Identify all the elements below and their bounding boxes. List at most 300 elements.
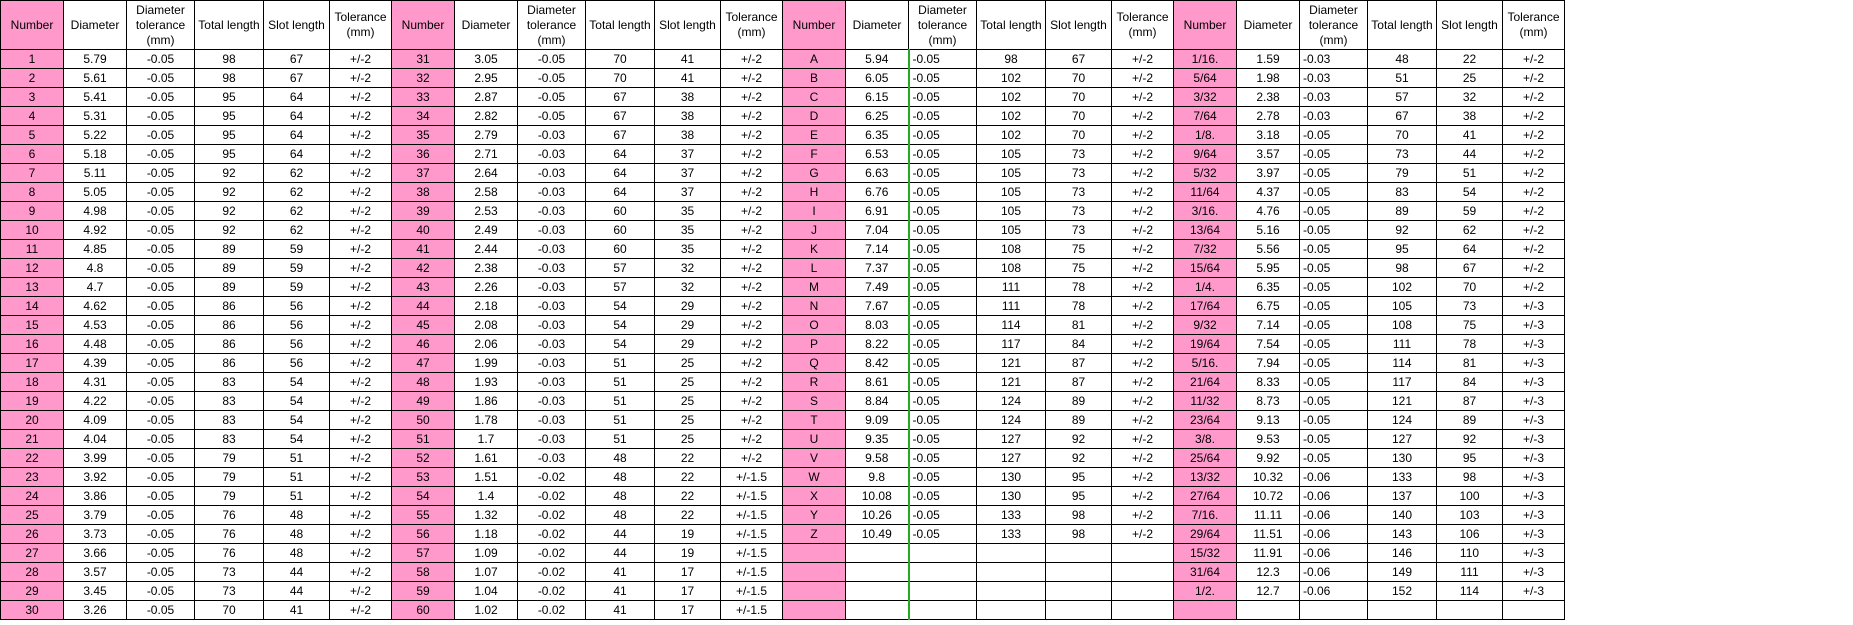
cell-diameter[interactable]: 2.49	[455, 221, 518, 240]
cell-diameter-tolerance[interactable]	[909, 563, 977, 582]
cell-slot-length[interactable]: 98	[1046, 525, 1112, 544]
cell-total-length[interactable]: 83	[195, 373, 264, 392]
cell-diameter-tolerance[interactable]: -0.03	[518, 354, 586, 373]
cell-diameter-tolerance[interactable]: -0.05	[909, 297, 977, 316]
cell-diameter[interactable]: 1.32	[455, 506, 518, 525]
cell-tolerance[interactable]: +/-2	[1112, 487, 1174, 506]
cell-number[interactable]: 51	[392, 430, 455, 449]
cell-diameter-tolerance[interactable]: -0.05	[1300, 449, 1368, 468]
cell-tolerance[interactable]: +/-2	[1503, 126, 1565, 145]
cell-diameter-tolerance[interactable]: -0.05	[127, 373, 195, 392]
cell-slot-length[interactable]: 64	[264, 126, 330, 145]
cell-tolerance[interactable]: +/-2	[1112, 468, 1174, 487]
cell-number[interactable]: 38	[392, 183, 455, 202]
cell-tolerance[interactable]: +/-2	[330, 373, 392, 392]
cell-diameter-tolerance[interactable]: -0.05	[909, 278, 977, 297]
cell-slot-length[interactable]: 95	[1046, 487, 1112, 506]
cell-number[interactable]: 53	[392, 468, 455, 487]
cell-slot-length[interactable]: 92	[1437, 430, 1503, 449]
cell-diameter[interactable]: 5.31	[64, 107, 127, 126]
cell-number[interactable]: 1/4.	[1174, 278, 1237, 297]
cell-diameter-tolerance[interactable]: -0.06	[1300, 525, 1368, 544]
cell-number[interactable]: 11	[1, 240, 64, 259]
cell-diameter-tolerance[interactable]: -0.05	[127, 259, 195, 278]
cell-diameter-tolerance[interactable]: -0.05	[1300, 335, 1368, 354]
cell-number[interactable]: 25/64	[1174, 449, 1237, 468]
cell-tolerance[interactable]: +/-2	[1112, 525, 1174, 544]
cell-tolerance[interactable]: +/-2	[330, 468, 392, 487]
cell-tolerance[interactable]: +/-2	[1503, 107, 1565, 126]
cell-tolerance[interactable]: +/-2	[1112, 506, 1174, 525]
cell-tolerance[interactable]: +/-2	[721, 297, 783, 316]
cell-total-length[interactable]: 79	[195, 487, 264, 506]
cell-number[interactable]: M	[783, 278, 846, 297]
cell-total-length[interactable]: 133	[977, 525, 1046, 544]
cell-number[interactable]: U	[783, 430, 846, 449]
cell-total-length[interactable]: 51	[586, 430, 655, 449]
cell-diameter-tolerance[interactable]: -0.05	[1300, 259, 1368, 278]
cell-diameter-tolerance[interactable]: -0.03	[518, 335, 586, 354]
cell-tolerance[interactable]: +/-1.5	[721, 525, 783, 544]
cell-slot-length[interactable]: 78	[1046, 297, 1112, 316]
cell-diameter[interactable]: 4.92	[64, 221, 127, 240]
header-total-length[interactable]: Total length	[1368, 1, 1437, 50]
cell-number[interactable]: 42	[392, 259, 455, 278]
cell-diameter[interactable]	[846, 582, 909, 601]
cell-diameter[interactable]: 4.85	[64, 240, 127, 259]
cell-diameter-tolerance[interactable]: -0.05	[127, 69, 195, 88]
cell-diameter[interactable]: 6.91	[846, 202, 909, 221]
cell-slot-length[interactable]: 59	[264, 259, 330, 278]
cell-number[interactable]: 50	[392, 411, 455, 430]
cell-number[interactable]: 7/16.	[1174, 506, 1237, 525]
cell-diameter[interactable]: 2.53	[455, 202, 518, 221]
cell-total-length[interactable]: 73	[1368, 145, 1437, 164]
cell-tolerance[interactable]: +/-1.5	[721, 468, 783, 487]
cell-tolerance[interactable]: +/-2	[1112, 430, 1174, 449]
cell-number[interactable]: 23	[1, 468, 64, 487]
cell-slot-length[interactable]: 89	[1046, 411, 1112, 430]
cell-diameter[interactable]: 5.11	[64, 164, 127, 183]
cell-total-length[interactable]: 60	[586, 240, 655, 259]
cell-number[interactable]: T	[783, 411, 846, 430]
cell-total-length[interactable]: 127	[1368, 430, 1437, 449]
cell-number[interactable]: H	[783, 183, 846, 202]
cell-diameter[interactable]: 9.92	[1237, 449, 1300, 468]
cell-total-length[interactable]: 105	[977, 183, 1046, 202]
cell-number[interactable]: 46	[392, 335, 455, 354]
cell-slot-length[interactable]: 62	[264, 221, 330, 240]
cell-number[interactable]: 3	[1, 88, 64, 107]
cell-diameter[interactable]: 2.18	[455, 297, 518, 316]
cell-total-length[interactable]: 83	[195, 392, 264, 411]
cell-number[interactable]: 13/32	[1174, 468, 1237, 487]
cell-diameter-tolerance[interactable]: -0.05	[1300, 145, 1368, 164]
cell-diameter[interactable]: 9.58	[846, 449, 909, 468]
cell-diameter[interactable]: 11.51	[1237, 525, 1300, 544]
cell-total-length[interactable]: 48	[1368, 50, 1437, 69]
cell-total-length[interactable]: 76	[195, 544, 264, 563]
cell-diameter-tolerance[interactable]: -0.05	[518, 50, 586, 69]
cell-tolerance[interactable]: +/-2	[330, 430, 392, 449]
cell-slot-length[interactable]: 81	[1046, 316, 1112, 335]
cell-tolerance[interactable]: +/-2	[330, 202, 392, 221]
cell-tolerance[interactable]: +/-3	[1503, 449, 1565, 468]
cell-diameter-tolerance[interactable]: -0.05	[518, 88, 586, 107]
cell-total-length[interactable]: 70	[586, 50, 655, 69]
cell-diameter[interactable]: 8.03	[846, 316, 909, 335]
cell-slot-length[interactable]: 22	[655, 487, 721, 506]
cell-diameter[interactable]: 8.84	[846, 392, 909, 411]
cell-tolerance[interactable]: +/-2	[721, 88, 783, 107]
cell-total-length[interactable]: 89	[195, 240, 264, 259]
cell-total-length[interactable]: 60	[586, 221, 655, 240]
cell-total-length[interactable]: 48	[586, 449, 655, 468]
cell-tolerance[interactable]: +/-2	[1503, 183, 1565, 202]
cell-number[interactable]: G	[783, 164, 846, 183]
cell-number[interactable]: 47	[392, 354, 455, 373]
cell-diameter-tolerance[interactable]: -0.02	[518, 601, 586, 620]
cell-total-length[interactable]: 117	[1368, 373, 1437, 392]
cell-slot-length[interactable]	[1046, 582, 1112, 601]
cell-number[interactable]: 15/64	[1174, 259, 1237, 278]
cell-diameter-tolerance[interactable]: -0.05	[127, 449, 195, 468]
cell-tolerance[interactable]: +/-2	[1503, 164, 1565, 183]
cell-diameter[interactable]: 2.64	[455, 164, 518, 183]
cell-diameter[interactable]: 1.09	[455, 544, 518, 563]
cell-number[interactable]: 17	[1, 354, 64, 373]
cell-diameter-tolerance[interactable]: -0.05	[909, 449, 977, 468]
cell-tolerance[interactable]: +/-1.5	[721, 582, 783, 601]
cell-diameter[interactable]: 4.76	[1237, 202, 1300, 221]
cell-tolerance[interactable]: +/-2	[330, 278, 392, 297]
cell-number[interactable]: R	[783, 373, 846, 392]
cell-slot-length[interactable]: 44	[264, 582, 330, 601]
cell-number[interactable]: 12	[1, 259, 64, 278]
cell-slot-length[interactable]: 48	[264, 506, 330, 525]
cell-diameter[interactable]: 11.91	[1237, 544, 1300, 563]
cell-diameter-tolerance[interactable]: -0.05	[127, 126, 195, 145]
cell-number[interactable]: 29/64	[1174, 525, 1237, 544]
cell-diameter-tolerance[interactable]: -0.05	[909, 392, 977, 411]
cell-total-length[interactable]: 130	[977, 468, 1046, 487]
cell-total-length[interactable]: 95	[195, 145, 264, 164]
cell-slot-length[interactable]: 70	[1437, 278, 1503, 297]
cell-slot-length[interactable]: 64	[264, 88, 330, 107]
cell-diameter-tolerance[interactable]: -0.06	[1300, 544, 1368, 563]
cell-total-length[interactable]: 95	[195, 88, 264, 107]
cell-diameter-tolerance[interactable]: -0.05	[127, 202, 195, 221]
cell-tolerance[interactable]: +/-2	[1112, 335, 1174, 354]
cell-diameter-tolerance[interactable]: -0.03	[518, 259, 586, 278]
cell-number[interactable]: 1/16.	[1174, 50, 1237, 69]
cell-diameter[interactable]: 1.86	[455, 392, 518, 411]
cell-diameter[interactable]: 4.7	[64, 278, 127, 297]
cell-diameter[interactable]: 3.79	[64, 506, 127, 525]
cell-total-length[interactable]: 143	[1368, 525, 1437, 544]
cell-diameter-tolerance[interactable]: -0.05	[909, 107, 977, 126]
cell-number[interactable]: E	[783, 126, 846, 145]
cell-diameter[interactable]: 4.98	[64, 202, 127, 221]
cell-tolerance[interactable]: +/-2	[330, 88, 392, 107]
cell-diameter-tolerance[interactable]: -0.05	[127, 411, 195, 430]
cell-diameter[interactable]	[846, 563, 909, 582]
cell-diameter[interactable]: 3.97	[1237, 164, 1300, 183]
cell-tolerance[interactable]: +/-3	[1503, 430, 1565, 449]
cell-diameter-tolerance[interactable]: -0.05	[518, 107, 586, 126]
cell-diameter-tolerance[interactable]: -0.05	[909, 69, 977, 88]
cell-total-length[interactable]: 92	[195, 202, 264, 221]
cell-slot-length[interactable]: 22	[655, 449, 721, 468]
cell-diameter[interactable]: 1.99	[455, 354, 518, 373]
cell-number[interactable]: 39	[392, 202, 455, 221]
cell-total-length[interactable]: 73	[195, 563, 264, 582]
cell-diameter-tolerance[interactable]: -0.05	[127, 183, 195, 202]
cell-tolerance[interactable]: +/-3	[1503, 468, 1565, 487]
cell-slot-length[interactable]: 75	[1046, 240, 1112, 259]
cell-diameter-tolerance[interactable]: -0.02	[518, 468, 586, 487]
cell-total-length[interactable]: 86	[195, 335, 264, 354]
cell-total-length[interactable]: 121	[977, 354, 1046, 373]
header-number[interactable]: Number	[1174, 1, 1237, 50]
header-diameter-tolerance[interactable]: Diameter tolerance (mm)	[909, 1, 977, 50]
cell-slot-length[interactable]: 29	[655, 335, 721, 354]
cell-total-length[interactable]: 51	[586, 411, 655, 430]
cell-number[interactable]: 52	[392, 449, 455, 468]
cell-tolerance[interactable]: +/-2	[1503, 278, 1565, 297]
cell-number[interactable]: 7/32	[1174, 240, 1237, 259]
cell-total-length[interactable]: 127	[977, 430, 1046, 449]
cell-slot-length[interactable]: 67	[264, 50, 330, 69]
cell-total-length[interactable]: 54	[586, 316, 655, 335]
cell-slot-length[interactable]: 92	[1046, 449, 1112, 468]
cell-diameter[interactable]: 6.63	[846, 164, 909, 183]
cell-total-length[interactable]: 92	[1368, 221, 1437, 240]
cell-slot-length[interactable]: 35	[655, 221, 721, 240]
cell-tolerance[interactable]: +/-2	[721, 373, 783, 392]
cell-tolerance[interactable]: +/-2	[330, 411, 392, 430]
cell-slot-length[interactable]: 38	[655, 107, 721, 126]
cell-total-length[interactable]: 121	[977, 373, 1046, 392]
cell-number[interactable]: 27/64	[1174, 487, 1237, 506]
cell-tolerance[interactable]: +/-2	[330, 449, 392, 468]
cell-total-length[interactable]: 89	[1368, 202, 1437, 221]
cell-slot-length[interactable]: 98	[1437, 468, 1503, 487]
cell-diameter[interactable]: 4.39	[64, 354, 127, 373]
cell-number[interactable]: 49	[392, 392, 455, 411]
header-tolerance[interactable]: Tolerance (mm)	[721, 1, 783, 50]
cell-slot-length[interactable]: 75	[1437, 316, 1503, 335]
cell-tolerance[interactable]: +/-2	[721, 202, 783, 221]
cell-slot-length[interactable]: 54	[264, 373, 330, 392]
cell-number[interactable]: 19/64	[1174, 335, 1237, 354]
cell-slot-length[interactable]: 19	[655, 525, 721, 544]
cell-slot-length[interactable]: 87	[1437, 392, 1503, 411]
cell-diameter-tolerance[interactable]: -0.05	[127, 50, 195, 69]
cell-number[interactable]: 57	[392, 544, 455, 563]
cell-total-length[interactable]: 67	[586, 126, 655, 145]
cell-total-length[interactable]: 44	[586, 544, 655, 563]
cell-number[interactable]: 48	[392, 373, 455, 392]
cell-total-length[interactable]: 48	[586, 468, 655, 487]
cell-diameter[interactable]: 7.04	[846, 221, 909, 240]
cell-slot-length[interactable]: 22	[1437, 50, 1503, 69]
cell-total-length[interactable]: 41	[586, 582, 655, 601]
cell-diameter[interactable]: 7.14	[846, 240, 909, 259]
cell-diameter[interactable]: 1.04	[455, 582, 518, 601]
cell-slot-length[interactable]: 41	[655, 69, 721, 88]
cell-total-length[interactable]: 108	[1368, 316, 1437, 335]
cell-diameter[interactable]: 5.22	[64, 126, 127, 145]
cell-diameter-tolerance[interactable]: -0.05	[1300, 126, 1368, 145]
cell-slot-length[interactable]: 38	[655, 88, 721, 107]
cell-diameter-tolerance[interactable]: -0.05	[127, 544, 195, 563]
cell-tolerance[interactable]: +/-2	[1112, 278, 1174, 297]
cell-total-length[interactable]: 111	[977, 297, 1046, 316]
cell-tolerance[interactable]: +/-2	[330, 487, 392, 506]
cell-total-length[interactable]: 127	[977, 449, 1046, 468]
cell-slot-length[interactable]: 89	[1437, 411, 1503, 430]
cell-total-length[interactable]: 133	[977, 506, 1046, 525]
cell-diameter[interactable]: 1.51	[455, 468, 518, 487]
header-diameter[interactable]: Diameter	[1237, 1, 1300, 50]
cell-slot-length[interactable]: 70	[1046, 69, 1112, 88]
cell-number[interactable]: V	[783, 449, 846, 468]
cell-total-length[interactable]	[1368, 601, 1437, 620]
cell-diameter-tolerance[interactable]: -0.03	[1300, 69, 1368, 88]
cell-diameter[interactable]: 2.38	[1237, 88, 1300, 107]
cell-total-length[interactable]: 98	[195, 69, 264, 88]
cell-tolerance[interactable]: +/-2	[1503, 69, 1565, 88]
cell-diameter[interactable]: 2.26	[455, 278, 518, 297]
cell-number[interactable]: 21/64	[1174, 373, 1237, 392]
cell-total-length[interactable]: 70	[586, 69, 655, 88]
cell-diameter[interactable]: 3.26	[64, 601, 127, 620]
cell-number[interactable]: I	[783, 202, 846, 221]
cell-number[interactable]	[783, 601, 846, 620]
cell-diameter-tolerance[interactable]: -0.03	[518, 145, 586, 164]
header-slot-length[interactable]: Slot length	[264, 1, 330, 50]
cell-number[interactable]: 3/8.	[1174, 430, 1237, 449]
cell-diameter-tolerance[interactable]: -0.03	[518, 240, 586, 259]
cell-number[interactable]: 5/16.	[1174, 354, 1237, 373]
cell-tolerance[interactable]: +/-2	[721, 240, 783, 259]
cell-diameter-tolerance[interactable]: -0.06	[1300, 468, 1368, 487]
cell-slot-length[interactable]: 56	[264, 335, 330, 354]
header-tolerance[interactable]: Tolerance (mm)	[1503, 1, 1565, 50]
cell-tolerance[interactable]: +/-2	[1503, 202, 1565, 221]
cell-slot-length[interactable]: 25	[655, 354, 721, 373]
cell-number[interactable]: 41	[392, 240, 455, 259]
cell-slot-length[interactable]: 84	[1437, 373, 1503, 392]
cell-slot-length[interactable]: 48	[264, 544, 330, 563]
cell-number[interactable]: 11/64	[1174, 183, 1237, 202]
cell-slot-length[interactable]: 73	[1046, 164, 1112, 183]
cell-diameter[interactable]: 7.37	[846, 259, 909, 278]
cell-tolerance[interactable]: +/-2	[1112, 221, 1174, 240]
header-diameter-tolerance[interactable]: Diameter tolerance (mm)	[1300, 1, 1368, 50]
cell-tolerance[interactable]: +/-2	[330, 316, 392, 335]
cell-number[interactable]: 11/32	[1174, 392, 1237, 411]
cell-slot-length[interactable]: 62	[1437, 221, 1503, 240]
cell-diameter[interactable]: 2.44	[455, 240, 518, 259]
header-total-length[interactable]: Total length	[977, 1, 1046, 50]
cell-diameter-tolerance[interactable]: -0.05	[909, 373, 977, 392]
cell-number[interactable]: 9/32	[1174, 316, 1237, 335]
cell-diameter[interactable]: 6.35	[1237, 278, 1300, 297]
cell-number[interactable]: W	[783, 468, 846, 487]
cell-total-length[interactable]: 105	[977, 221, 1046, 240]
cell-tolerance[interactable]: +/-2	[330, 69, 392, 88]
cell-diameter-tolerance[interactable]: -0.05	[909, 145, 977, 164]
cell-tolerance[interactable]: +/-2	[330, 183, 392, 202]
cell-slot-length[interactable]: 70	[1046, 126, 1112, 145]
cell-number[interactable]: N	[783, 297, 846, 316]
cell-tolerance[interactable]: +/-2	[1503, 240, 1565, 259]
cell-slot-length[interactable]: 32	[655, 259, 721, 278]
cell-diameter-tolerance[interactable]: -0.03	[1300, 107, 1368, 126]
cell-total-length[interactable]	[977, 544, 1046, 563]
cell-diameter-tolerance[interactable]: -0.05	[1300, 221, 1368, 240]
cell-diameter-tolerance[interactable]: -0.05	[909, 316, 977, 335]
cell-total-length[interactable]: 117	[977, 335, 1046, 354]
cell-slot-length[interactable]: 56	[264, 354, 330, 373]
cell-diameter-tolerance[interactable]: -0.05	[1300, 183, 1368, 202]
cell-diameter-tolerance[interactable]: -0.05	[518, 69, 586, 88]
cell-tolerance[interactable]: +/-2	[1112, 297, 1174, 316]
cell-diameter[interactable]: 2.79	[455, 126, 518, 145]
cell-diameter[interactable]: 1.61	[455, 449, 518, 468]
cell-diameter[interactable]	[846, 544, 909, 563]
cell-number[interactable]: 36	[392, 145, 455, 164]
cell-diameter[interactable]: 5.18	[64, 145, 127, 164]
cell-tolerance[interactable]: +/-2	[330, 335, 392, 354]
cell-tolerance[interactable]: +/-2	[1112, 50, 1174, 69]
cell-diameter-tolerance[interactable]: -0.03	[518, 449, 586, 468]
cell-total-length[interactable]: 121	[1368, 392, 1437, 411]
cell-number[interactable]: 43	[392, 278, 455, 297]
cell-total-length[interactable]: 130	[1368, 449, 1437, 468]
cell-slot-length[interactable]: 70	[1046, 88, 1112, 107]
cell-tolerance[interactable]: +/-2	[721, 145, 783, 164]
cell-number[interactable]: J	[783, 221, 846, 240]
cell-tolerance[interactable]: +/-3	[1503, 544, 1565, 563]
cell-slot-length[interactable]: 106	[1437, 525, 1503, 544]
cell-diameter[interactable]: 4.22	[64, 392, 127, 411]
cell-slot-length[interactable]: 25	[655, 373, 721, 392]
cell-slot-length[interactable]: 25	[655, 392, 721, 411]
cell-tolerance[interactable]: +/-2	[330, 221, 392, 240]
cell-number[interactable]: 32	[392, 69, 455, 88]
cell-slot-length[interactable]: 48	[264, 525, 330, 544]
cell-number[interactable]: 16	[1, 335, 64, 354]
cell-total-length[interactable]: 137	[1368, 487, 1437, 506]
cell-total-length[interactable]: 76	[195, 506, 264, 525]
cell-slot-length[interactable]: 98	[1046, 506, 1112, 525]
cell-diameter-tolerance[interactable]: -0.05	[909, 126, 977, 145]
cell-slot-length[interactable]: 75	[1046, 259, 1112, 278]
cell-tolerance[interactable]: +/-2	[1112, 88, 1174, 107]
cell-slot-length[interactable]: 62	[264, 183, 330, 202]
cell-total-length[interactable]: 108	[977, 259, 1046, 278]
cell-slot-length[interactable]: 67	[1437, 259, 1503, 278]
cell-total-length[interactable]: 130	[977, 487, 1046, 506]
cell-tolerance[interactable]: +/-2	[721, 107, 783, 126]
cell-diameter[interactable]: 6.15	[846, 88, 909, 107]
cell-slot-length[interactable]: 59	[264, 278, 330, 297]
cell-diameter[interactable]: 8.33	[1237, 373, 1300, 392]
cell-number[interactable]: K	[783, 240, 846, 259]
